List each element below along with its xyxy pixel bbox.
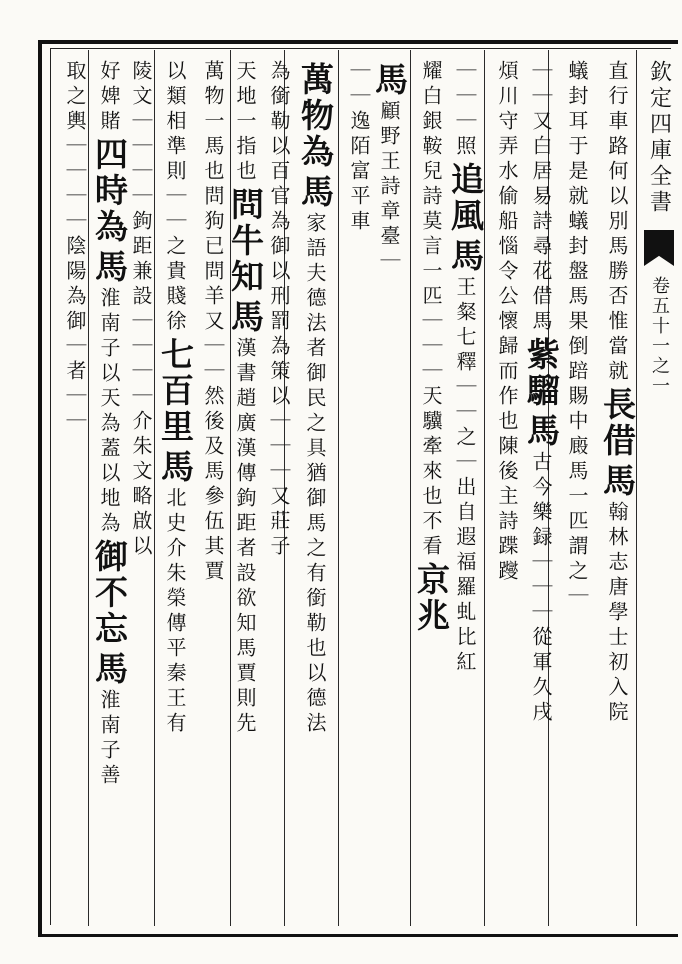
entry-heading: 馬 — [296, 174, 335, 210]
text-column — [490, 60, 524, 920]
text-column — [262, 60, 296, 920]
entry-heading: 馬 — [370, 62, 409, 98]
annotation-text: 好婢賭 — [97, 60, 121, 135]
annotation-text: 淮南子以天為蓋以地為 — [97, 287, 121, 537]
annotation-text: 耀白銀鞍 — [419, 60, 443, 160]
text-column — [560, 60, 594, 920]
text-column — [412, 60, 451, 920]
annotation-text: 王粲七釋｜｜之｜出自遐福羅虬比紅 — [453, 276, 477, 676]
annotation-text: 為銜勒以百官為御以刑罰為策以｜｜｜又莊子 — [267, 60, 291, 560]
annotation-text: 兒詩莫言一匹｜｜｜天驥牽來也不看 — [419, 160, 443, 560]
annotation-text: 懷歸而作也陳後主詩蹀躞 — [495, 310, 519, 585]
entry-heading: 紫騮 — [522, 337, 561, 409]
fishtail-mark — [644, 230, 674, 266]
column-rule — [410, 50, 411, 926]
entry-heading: 馬 — [90, 651, 129, 687]
annotation-text: ｜｜｜｜介朱文略啟以 — [129, 310, 153, 560]
annotation-text: 翰林志唐學士初入院 — [605, 501, 629, 726]
annotation-text: 顧野王詩章臺｜ — [377, 100, 401, 275]
annotation-text: 蟻封耳于是就蟻封盤馬果倒踣 — [565, 60, 589, 385]
text-column — [90, 60, 129, 920]
page-header-strip — [644, 60, 674, 530]
entry-heading: 長借 — [598, 387, 637, 459]
text-column — [342, 60, 376, 920]
annotation-text: 萬物一馬也 — [201, 60, 225, 185]
annotation-text: 家語夫德法者御民之具猶御馬之有銜勒也以德法 — [303, 212, 327, 737]
annotation-text: 輿｜｜｜｜陰陽為御 — [63, 110, 87, 335]
text-column — [370, 60, 409, 920]
text-column — [124, 60, 158, 920]
annotation-text: 古今樂録｜｜｜從軍久戌 — [529, 451, 553, 726]
entry-heading: 四時為 — [90, 137, 129, 245]
entry-heading: 追風 — [446, 162, 485, 234]
annotation-text: 天地一指也 — [233, 60, 257, 185]
text-column — [446, 60, 485, 920]
entry-heading: 馬 — [446, 238, 485, 274]
text-column — [598, 60, 637, 920]
entry-heading: 馬 — [598, 463, 637, 499]
text-column — [522, 60, 561, 920]
entry-heading: 御不忘 — [90, 539, 129, 647]
annotation-text: 直行車路何以別馬勝否惟當就 — [605, 60, 629, 385]
annotation-text: 賜中廄馬一匹謂之｜ — [565, 385, 589, 610]
annotation-text: 問狗已問羊又｜｜然後及馬參伍其賈 — [201, 185, 225, 585]
annotation-text: ｜｜｜照 — [453, 60, 477, 160]
annotation-text: ｜者｜｜ — [63, 335, 87, 435]
book-title: 欽定四庫全書 — [646, 60, 672, 216]
annotation-text: 淮南子善 — [97, 689, 121, 789]
volume-label: 卷五十一之一 — [649, 276, 670, 396]
entry-heading: 馬 — [226, 299, 265, 335]
text-column — [196, 60, 230, 920]
annotation-text: 以類相準則｜｜之貴賤徐 — [163, 60, 187, 335]
text-column — [226, 60, 265, 920]
entry-heading: 馬 — [90, 249, 129, 285]
entry-heading: 問牛知 — [226, 187, 265, 295]
annotation-text: ｜｜又白居易詩尋花借馬 — [529, 60, 553, 335]
annotation-text: 漢書趙廣漢傳鉤距者設欲知馬賈則先 — [233, 337, 257, 737]
annotation-text: 陵文｜｜｜｜鉤距兼設 — [129, 60, 153, 310]
text-column — [156, 60, 195, 920]
text-column — [296, 60, 335, 920]
annotation-text: 煩川守弄水偷船惱令公 — [495, 60, 519, 310]
entry-heading: 萬物為 — [296, 62, 335, 170]
text-column — [58, 60, 92, 920]
column-rule — [338, 50, 339, 926]
entry-heading: 馬 — [522, 413, 561, 449]
entry-heading: 京兆 — [412, 562, 451, 634]
annotation-text: 北史介朱榮傳平秦王有 — [163, 487, 187, 737]
annotation-text: 取之 — [63, 60, 87, 110]
entry-heading: 馬 — [156, 449, 195, 485]
entry-heading: 七百里 — [156, 337, 195, 445]
annotation-text: ｜｜逸陌富平車 — [347, 60, 371, 235]
